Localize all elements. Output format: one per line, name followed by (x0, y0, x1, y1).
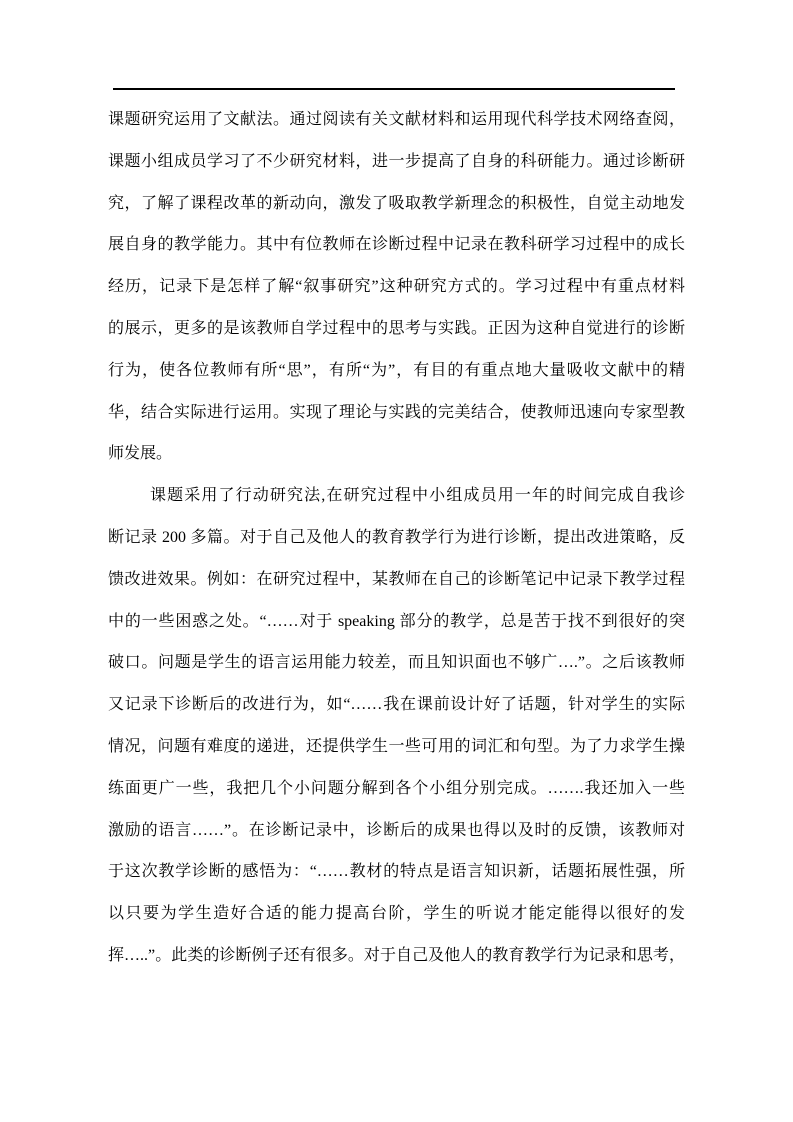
text-line: 馈改进效果。例如：在研究过程中，某教师在自己的诊断笔记中记录下教学过程 (108, 570, 685, 588)
text-line: 情况，问题有难度的递进，还提供学生一些可用的词汇和句型。为了力求学生操 (108, 737, 685, 755)
text-line: 究，了解了课程改革的新动向，激发了吸取教学新理念的积极性，自觉主动地发 (108, 194, 685, 212)
text-line: 展自身的教学能力。其中有位教师在诊断过程中记录在教科研学习过程中的成长 (108, 236, 685, 254)
text-line: 练面更广一些，我把几个小问题分解到各个小组分别完成。…….我还加入一些 (108, 779, 685, 797)
text-line: 师发展。 (108, 445, 173, 463)
text-line: 断记录 200 多篇。对于自己及他人的教育教学行为进行诊断，提出改进策略，反 (108, 528, 685, 546)
text-line: 以只要为学生造好合适的能力提高台阶，学生的听说才能定能得以很好的发 (108, 905, 685, 923)
header-rule (113, 88, 675, 90)
text-line: 课题研究运用了文献法。通过阅读有关文献材料和运用现代科学技术网络查阅， (108, 111, 685, 128)
text-line: 行为，使各位教师有所“思”，有所“为”，有目的有重点地大量吸收文献中的精 (108, 361, 685, 379)
text-line: 激励的语言……”。在诊断记录中，诊断后的成果也得以及时的反馈，该教师对 (108, 821, 685, 839)
text-line: 中的一些困惑之处。“……对于 speaking 部分的教学，总是苦于找不到很好的突 (108, 612, 685, 630)
text-line: 课题采用了行动研究法,在研究过程中小组成员用一年的时间完成自我诊 (150, 487, 685, 505)
text-line: 的展示，更多的是该教师自学过程中的思考与实践。正因为这种自觉进行的诊断 (108, 319, 685, 337)
text-line: 破口。问题是学生的语言运用能力较差，而且知识面也不够广….”。之后该教师 (108, 654, 685, 672)
text-line: 于这次教学诊断的感悟为：“……教材的特点是语言知识新，话题拓展性强，所 (108, 863, 685, 881)
paragraph-2 (108, 475, 685, 977)
document-body (108, 99, 685, 977)
text-line: 经历，记录下是怎样了解“叙事研究”这种研究方式的。学习过程中有重点材料 (108, 278, 685, 296)
text-line: 课题小组成员学习了不少研究材料，进一步提高了自身的科研能力。通过诊断研 (108, 152, 685, 170)
text-line: 挥…..”。此类的诊断例子还有很多。对于自己及他人的教育教学行为记录和思考， (108, 946, 685, 964)
text-line: 又记录下诊断后的改进行为，如“……我在课前设计好了话题，针对学生的实际 (108, 696, 685, 714)
paragraph-1 (108, 99, 685, 475)
text-line: 华，结合实际进行运用。实现了理论与实践的完美结合，使教师迅速向专家型教 (108, 403, 685, 421)
